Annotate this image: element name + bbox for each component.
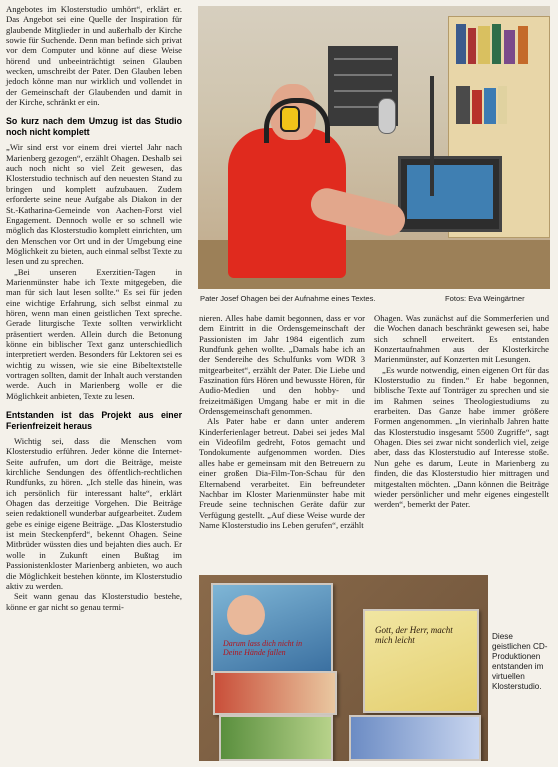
headphone-cup [280, 106, 300, 132]
book-spine [468, 28, 476, 64]
article-column-left [6, 4, 182, 612]
book-spine [456, 24, 466, 64]
paragraph: Wichtig sei, dass die Menschen vom Klosterstudio erführen. Jeder könne die Internet-Seite aufrufen, um dort die Beiträge, meiste kirchliche Sendungen des öffentlich-rechtlichen Rundfunks, zu hören. „Ich stelle das hinein, was ich persönlich für interessant halte“, erklärt Ohagen das derzeitige Vorgehen. Die Beiträge seien redaktionell wunderbar aufgearbeitet. Zudem gebe es einige eigene Beiträge. „Das Klosterstudio ist mein Steckenpferd“, bekennt Ohagen. Seine Mitbrüder wüssten dies und bejahten dies auch. Er wolle in Zukunft einen Bußtag im Passionistenkloster Marienberg anbieten, wo auch die Möglichkeit bestehen könnte, im Klosterstudio aktiv zu werden. [6, 436, 182, 591]
book-spine [504, 30, 515, 64]
microphone [378, 98, 396, 134]
photo-caption-top: Pater Josef Ohagen bei der Aufnahme eines Textes. [200, 294, 376, 303]
photo-caption-bottom: Diese geistlichen CD-Produktionen entstanden im virtuellen Klosterstudio. [492, 632, 548, 691]
cd-cover-5 [349, 715, 481, 761]
paragraph: Seit wann genau das Klosterstudio bestehe, könne er gar nicht so genau termi- [6, 591, 182, 612]
paragraph: „Wir sind erst vor einem drei viertel Jahr nach Marienberg gezogen“, erzählt Ohagen. Deshalb sei auch noch nicht so viel Zeit gewesen, das Klosterstudio technisch auf den neuesten Stand zu bringen und komplett aufzubauen. Zudem erforderte seine neue Aufgabe als Diakon in der St.-Katharina-Gemeinde von Aachen-Forst viel Engagement. Dennoch wolle er so schnell wie möglich das Klosterstudio komplett einrichten, um den Menschen vor Ort und in der Umgebung eine Möglichkeit zu bieten, auch einmal selbst Texte zu lesen und zu sprechen. [6, 142, 182, 267]
subheading: Entstanden ist das Projekt aus einer Ferienfreizeit heraus [6, 410, 182, 431]
cd-cover-3 [213, 671, 337, 715]
book-spine [484, 88, 496, 124]
photo-studio-recording [198, 6, 550, 289]
paragraph: „Bei unseren Exerzitien-Tagen in Marienmünster habe ich Texte mitgegeben, die man für sich laut lesen sollte.“ Es sei für jeden eine wichtige Erfahrung, sich selbst einmal zu hören, wenn man einen geistlichen Text spreche. Gerade liturgische Texte sollten verwirklicht präsentiert werden. Allein durch die Betonung könne ein biblischer Text ganz unterschiedlich interpretiert werden. Besonders für Lektoren sei es wichtig zu wissen, wie sie eine Bibeltextstelle vortragen sollten, damit der Inhalt auch verstanden werde. Auch in Marienberg wolle er die Möglichkeit anbieten, Texte zu lesen. [6, 266, 182, 401]
book-spine [492, 24, 501, 64]
cd-cover-portrait [227, 595, 265, 635]
subheading: So kurz nach dem Umzug ist das Studio noch nicht komplett [6, 116, 182, 137]
book-spine [472, 90, 482, 124]
computer-monitor [398, 156, 502, 232]
cd-cover-2-title: Gott, der Herr, macht mich leicht [375, 625, 453, 645]
paragraph: nieren. Alles habe damit begonnen, dass er vor dem Eintritt in die Ordensgemeinschaft der Passionisten im Jahr 1984 eigentlich zum Rundfunk gehen wollte. „Damals habe ich an der Sendereihe des Schulfunks vom WDR 3 mitgearbeitet“, erzählt der Pater. Die Liebe und Faszination fürs Hören und bewusste Hören, für Audio-Medien und den hobby- und freizeitmäßigen Umgang habe er mit in die Ordensgemeinschaft genommen. [199, 313, 365, 417]
cd-cover-2 [363, 609, 479, 713]
article-column-middle [199, 313, 365, 530]
cd-cover-4 [219, 715, 333, 761]
paragraph: Als Pater habe er dann unter anderem Kinderferienlager betreut. Dabei sei jedes Mal ein Videofilm gedreht, Fotos gemacht und Tondokumente aufgenommen worden. Dies alles habe er gemeinsam mit den Betreuern zu einer großen Dia-Film-Ton-Schau für den Elternabend verarbeitet. Ein befreundeter Nachbar im Kloster Marienmünster habe mit Freude seine technischen Geräte dafür zur Verfügung gestellt. „Auf diese Weise wurde der Name Klosterstudio ins Leben gerufen“, erzählt [199, 416, 365, 530]
paragraph: „Es wurde notwendig, einen eigenen Ort für das Klosterstudio zu finden.“ Er habe begonnen, biblische Texte auf Tonträger zu sprechen und sie im Rahmen seines Theologiestudiums zu erarbeiten. Das Ganze habe immer größere Formen angenommen. „In vierinhalb Jahren hatte das Klosterstudio insgesamt 5500 Zugriffe“, sagt Ohagen. Dies sei zwar nicht sonderlich viel, zeige aber, dass das Klosterstudio auf Interesse stoße. Nun gehe es darum, Leute in Marienberg zu finden, die das Klosterstudio hier mittragen und mitgestalten möchten. „Dann können die Beiträge wieder persönlicher und mehr eigenes eingestellt werden“, bemerkt der Pater. [374, 364, 549, 510]
book-spine [518, 26, 528, 64]
photo-credit: Fotos: Eva Weingärtner [445, 294, 525, 303]
photo-cd-productions [199, 575, 488, 761]
paragraph: Angebotes im Klosterstudio umhört“, erklärt er. Das Angebot sei eine Quelle der Inspiration für glaubende Mitglieder in und außerhalb der Kirche sowie für Suchende. Denn man befinde sich privat vor dem Computer und könne auf diese Weise hörend und unbeeinträchtigt seinen Glauben wecken, umschreibt der Pater. Den Glauben leben jedoch könne man nur wirklich und vollendet in der Gemeinschaft der Glaubenden und damit in der Kirche, schränkt er ein. [6, 4, 182, 108]
paragraph: Ohagen. Was zunächst auf die Sommerferien und die Wochen danach beschränkt gewesen sei, habe sich schnell erweitert. Es entstanden Konzertaufnahmen aus der Klosterkirche Marienmünster, auf Konzerten mit Lesungen. [374, 313, 549, 365]
cd-cover-1 [211, 583, 333, 675]
microphone-stand [430, 76, 434, 196]
book-spine [478, 26, 490, 64]
book-spine [498, 86, 507, 124]
cd-cover-1-title: Darum lass dich nicht in Deine Hände fallen [223, 639, 303, 657]
article-column-right [374, 313, 549, 510]
book-spine [456, 86, 470, 124]
